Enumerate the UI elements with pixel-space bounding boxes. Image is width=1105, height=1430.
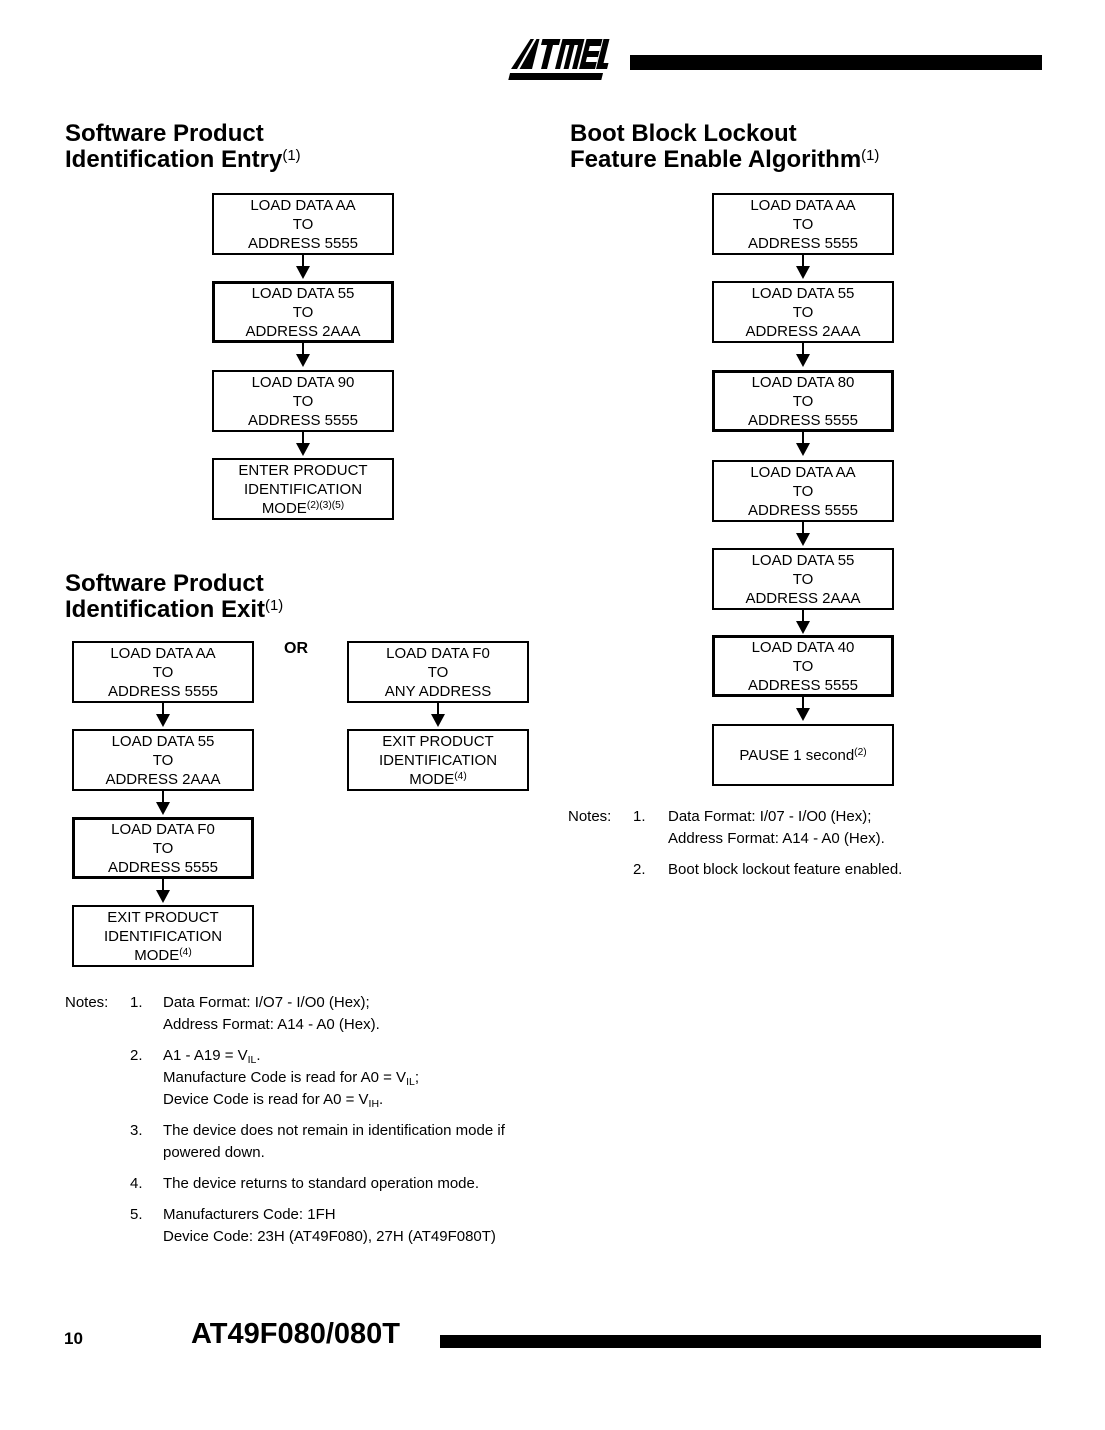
- flow-step-line: TO: [427, 663, 449, 681]
- notes-label: Notes:: [65, 994, 109, 1011]
- flow-step-line: ADDRESS 5555: [747, 234, 859, 252]
- atmel-logo: [507, 36, 611, 84]
- flow-step-line: TO: [792, 570, 814, 588]
- flow-step-box: [72, 817, 254, 879]
- arrow-stem: [162, 791, 164, 802]
- flow-step-line: LOAD DATA F0: [386, 644, 490, 662]
- flow-step-line: ADDRESS 5555: [247, 234, 359, 252]
- title-line: Identification Entry$^{(1)}$: [65, 146, 301, 173]
- note-text: [163, 1204, 555, 1248]
- note-number: 1.: [130, 994, 143, 1011]
- page-number: 10: [64, 1329, 83, 1348]
- arrow-stem: [162, 879, 164, 890]
- note-item: [65, 1173, 555, 1195]
- flow-step-line: ADDRESS 2AAA: [245, 322, 361, 340]
- note-number: 4.: [130, 1175, 143, 1192]
- flow-step-line: TO: [152, 839, 174, 857]
- note-text: [668, 859, 998, 881]
- flow-step-line: LOAD DATA AA: [750, 196, 856, 214]
- down-arrow-connector: [796, 432, 810, 456]
- note-line: Data Format: I/07 - I/O0 (Hex);: [668, 808, 872, 825]
- section-title-entry: [65, 121, 301, 173]
- arrow-stem: [162, 703, 164, 714]
- note-line: Boot block lockout feature enabled.: [668, 861, 903, 878]
- flow-step-line: $MODE^{(2)(3)(5)}$: [261, 499, 345, 517]
- flow-step-line: ADDRESS 2AAA: [745, 589, 861, 607]
- note-number: 5.: [130, 1206, 143, 1223]
- arrow-head-icon: [796, 443, 810, 456]
- notes-identification: [65, 992, 555, 1257]
- flow-step-line: MODE$^{(4)}$: [409, 770, 467, 788]
- flow-step-line: LOAD DATA AA: [110, 644, 216, 662]
- arrow-stem: [802, 432, 804, 443]
- arrow-stem: [802, 697, 804, 708]
- note-line: Device Code: 23H (AT49F080), 27H (AT49F080T): [163, 1228, 496, 1245]
- note-text: [163, 992, 555, 1036]
- down-arrow-connector: [156, 879, 170, 903]
- flow-step-line: LOAD DATA 80: [751, 373, 855, 391]
- flow-step-box: [712, 281, 894, 343]
- down-arrow-connector: [296, 432, 310, 456]
- flow-step-line: ANY ADDRESS: [384, 682, 492, 700]
- note-line: powered down.: [163, 1144, 265, 1161]
- flow-step-box: [712, 635, 894, 697]
- arrow-stem: [302, 255, 304, 266]
- note-line: Address Format: A14 - A0 (Hex).: [668, 830, 885, 847]
- title-line: Software Product: [65, 120, 264, 147]
- note-item: [65, 992, 555, 1036]
- arrow-head-icon: [156, 802, 170, 815]
- flow-step-line: TO: [792, 482, 814, 500]
- flow-step-line: LOAD DATA 55: [111, 732, 215, 750]
- flow-step-line: ENTER PRODUCT: [238, 461, 368, 479]
- note-number: 1.: [633, 808, 646, 825]
- arrow-head-icon: [796, 708, 810, 721]
- down-arrow-connector: [296, 255, 310, 279]
- flow-step-line: ADDRESS 5555: [107, 858, 219, 876]
- flow-step-box: [72, 729, 254, 791]
- flow-step-line: IDENTIFICATION: [103, 927, 223, 945]
- flow-step-box: [712, 724, 894, 786]
- flow-step-box: [72, 641, 254, 703]
- arrow-head-icon: [156, 890, 170, 903]
- arrow-head-icon: [796, 354, 810, 367]
- flow-step-line: EXIT PRODUCT: [107, 908, 219, 926]
- footer-rule: [440, 1335, 1041, 1348]
- note-item: [65, 1045, 555, 1111]
- note-text: [668, 806, 998, 850]
- flow-step-box: [712, 548, 894, 610]
- arrow-head-icon: [296, 354, 310, 367]
- flow-step-line: ADDRESS 5555: [247, 411, 359, 429]
- note-item: [568, 859, 998, 881]
- flow-step-line: ADDRESS 5555: [107, 682, 219, 700]
- note-number: 2.: [130, 1047, 143, 1064]
- note-text: [163, 1045, 555, 1111]
- down-arrow-connector: [431, 703, 445, 727]
- arrow-stem: [802, 343, 804, 354]
- flow-step-line: TO: [792, 657, 814, 675]
- arrow-stem: [437, 703, 439, 714]
- note-line: Manufacture Code is read for $A0 = V_{IL}$;: [163, 1069, 419, 1088]
- down-arrow-connector: [796, 255, 810, 279]
- note-number: 3.: [130, 1122, 143, 1139]
- flow-step-line: TO: [792, 303, 814, 321]
- arrow-head-icon: [796, 533, 810, 546]
- note-line: Device Code is read for $A0 = V_{IH}$.: [163, 1091, 384, 1110]
- title-line: Software Product: [65, 570, 264, 597]
- flow-step-line: IDENTIFICATION: [378, 751, 498, 769]
- flow-step-line: LOAD DATA 55: [751, 284, 855, 302]
- note-line: Manufacturers Code: 1FH: [163, 1206, 336, 1223]
- header-rule: [630, 55, 1042, 70]
- flow-step-box: [347, 641, 529, 703]
- arrow-head-icon: [296, 443, 310, 456]
- title-line: Boot Block Lockout: [570, 120, 797, 147]
- flow-step-line: ADDRESS 5555: [747, 501, 859, 519]
- note-line: The device does not remain in identification mode if: [163, 1122, 505, 1139]
- note-item: [568, 806, 998, 850]
- arrow-head-icon: [796, 621, 810, 634]
- flow-step-box: [712, 193, 894, 255]
- down-arrow-connector: [156, 703, 170, 727]
- arrow-head-icon: [796, 266, 810, 279]
- flow-step-line: LOAD DATA 90: [251, 373, 355, 391]
- or-label: OR: [284, 640, 308, 657]
- arrow-head-icon: [296, 266, 310, 279]
- flow-step-line: TO: [292, 303, 314, 321]
- arrow-stem: [302, 343, 304, 354]
- doc-title: AT49F080/080T: [191, 1318, 401, 1350]
- flow-step-line: ADDRESS 5555: [747, 676, 859, 694]
- arrow-head-icon: [431, 714, 445, 727]
- title-line: Identification Exit$^{(1)}$: [65, 596, 284, 623]
- note-line: Address Format: A14 - A0 (Hex).: [163, 1016, 380, 1033]
- flow-step-line: ADDRESS 2AAA: [105, 770, 221, 788]
- flow-step-box: [212, 458, 394, 520]
- flow-step-line: TO: [152, 663, 174, 681]
- flow-step-box: [212, 281, 394, 343]
- note-text: [163, 1120, 555, 1164]
- title-line: Feature Enable Algorithm$^{(1)}$: [570, 146, 880, 173]
- flow-step-box: [712, 460, 894, 522]
- flow-step-box: [212, 370, 394, 432]
- note-number: 2.: [633, 861, 646, 878]
- flow-step-line: ADDRESS 2AAA: [745, 322, 861, 340]
- note-item: [65, 1120, 555, 1164]
- flow-step-box: [347, 729, 529, 791]
- flow-step-box: [212, 193, 394, 255]
- arrow-stem: [802, 610, 804, 621]
- flow-step-line: PAUSE 1 second$^{(2)}$: [739, 746, 867, 764]
- flow-step-line: IDENTIFICATION: [243, 480, 363, 498]
- flow-step-line: TO: [792, 392, 814, 410]
- note-text: [163, 1173, 555, 1195]
- flow-step-line: LOAD DATA F0: [111, 820, 215, 838]
- note-line: Data Format: I/O7 - I/O0 (Hex);: [163, 994, 370, 1011]
- down-arrow-connector: [796, 522, 810, 546]
- down-arrow-connector: [156, 791, 170, 815]
- flow-step-line: LOAD DATA AA: [250, 196, 356, 214]
- flow-step-line: LOAD DATA 55: [751, 551, 855, 569]
- note-line: The device returns to standard operation mode.: [163, 1175, 480, 1192]
- notes-label: Notes:: [568, 808, 612, 825]
- note-item: [65, 1204, 555, 1248]
- flow-step-line: TO: [292, 392, 314, 410]
- flow-step-line: TO: [152, 751, 174, 769]
- flow-step-box: [72, 905, 254, 967]
- flow-step-box: [712, 370, 894, 432]
- down-arrow-connector: [796, 697, 810, 721]
- arrow-stem: [802, 522, 804, 533]
- arrow-stem: [302, 432, 304, 443]
- down-arrow-connector: [796, 610, 810, 634]
- flow-step-line: TO: [292, 215, 314, 233]
- arrow-head-icon: [156, 714, 170, 727]
- flow-step-line: MODE$^{(4)}$: [134, 946, 192, 964]
- flow-step-line: LOAD DATA AA: [750, 463, 856, 481]
- notes-boot: [568, 806, 998, 890]
- section-title-boot: [570, 121, 879, 173]
- flow-step-line: LOAD DATA 40: [751, 638, 855, 656]
- note-line: $A1 - A19 = V_{IL}$.: [163, 1047, 261, 1066]
- flow-step-line: TO: [792, 215, 814, 233]
- flow-step-line: EXIT PRODUCT: [382, 732, 494, 750]
- flow-step-line: ADDRESS 5555: [747, 411, 859, 429]
- arrow-stem: [802, 255, 804, 266]
- flow-step-line: LOAD DATA 55: [251, 284, 355, 302]
- down-arrow-connector: [296, 343, 310, 367]
- down-arrow-connector: [796, 343, 810, 367]
- section-title-exit: [65, 571, 283, 623]
